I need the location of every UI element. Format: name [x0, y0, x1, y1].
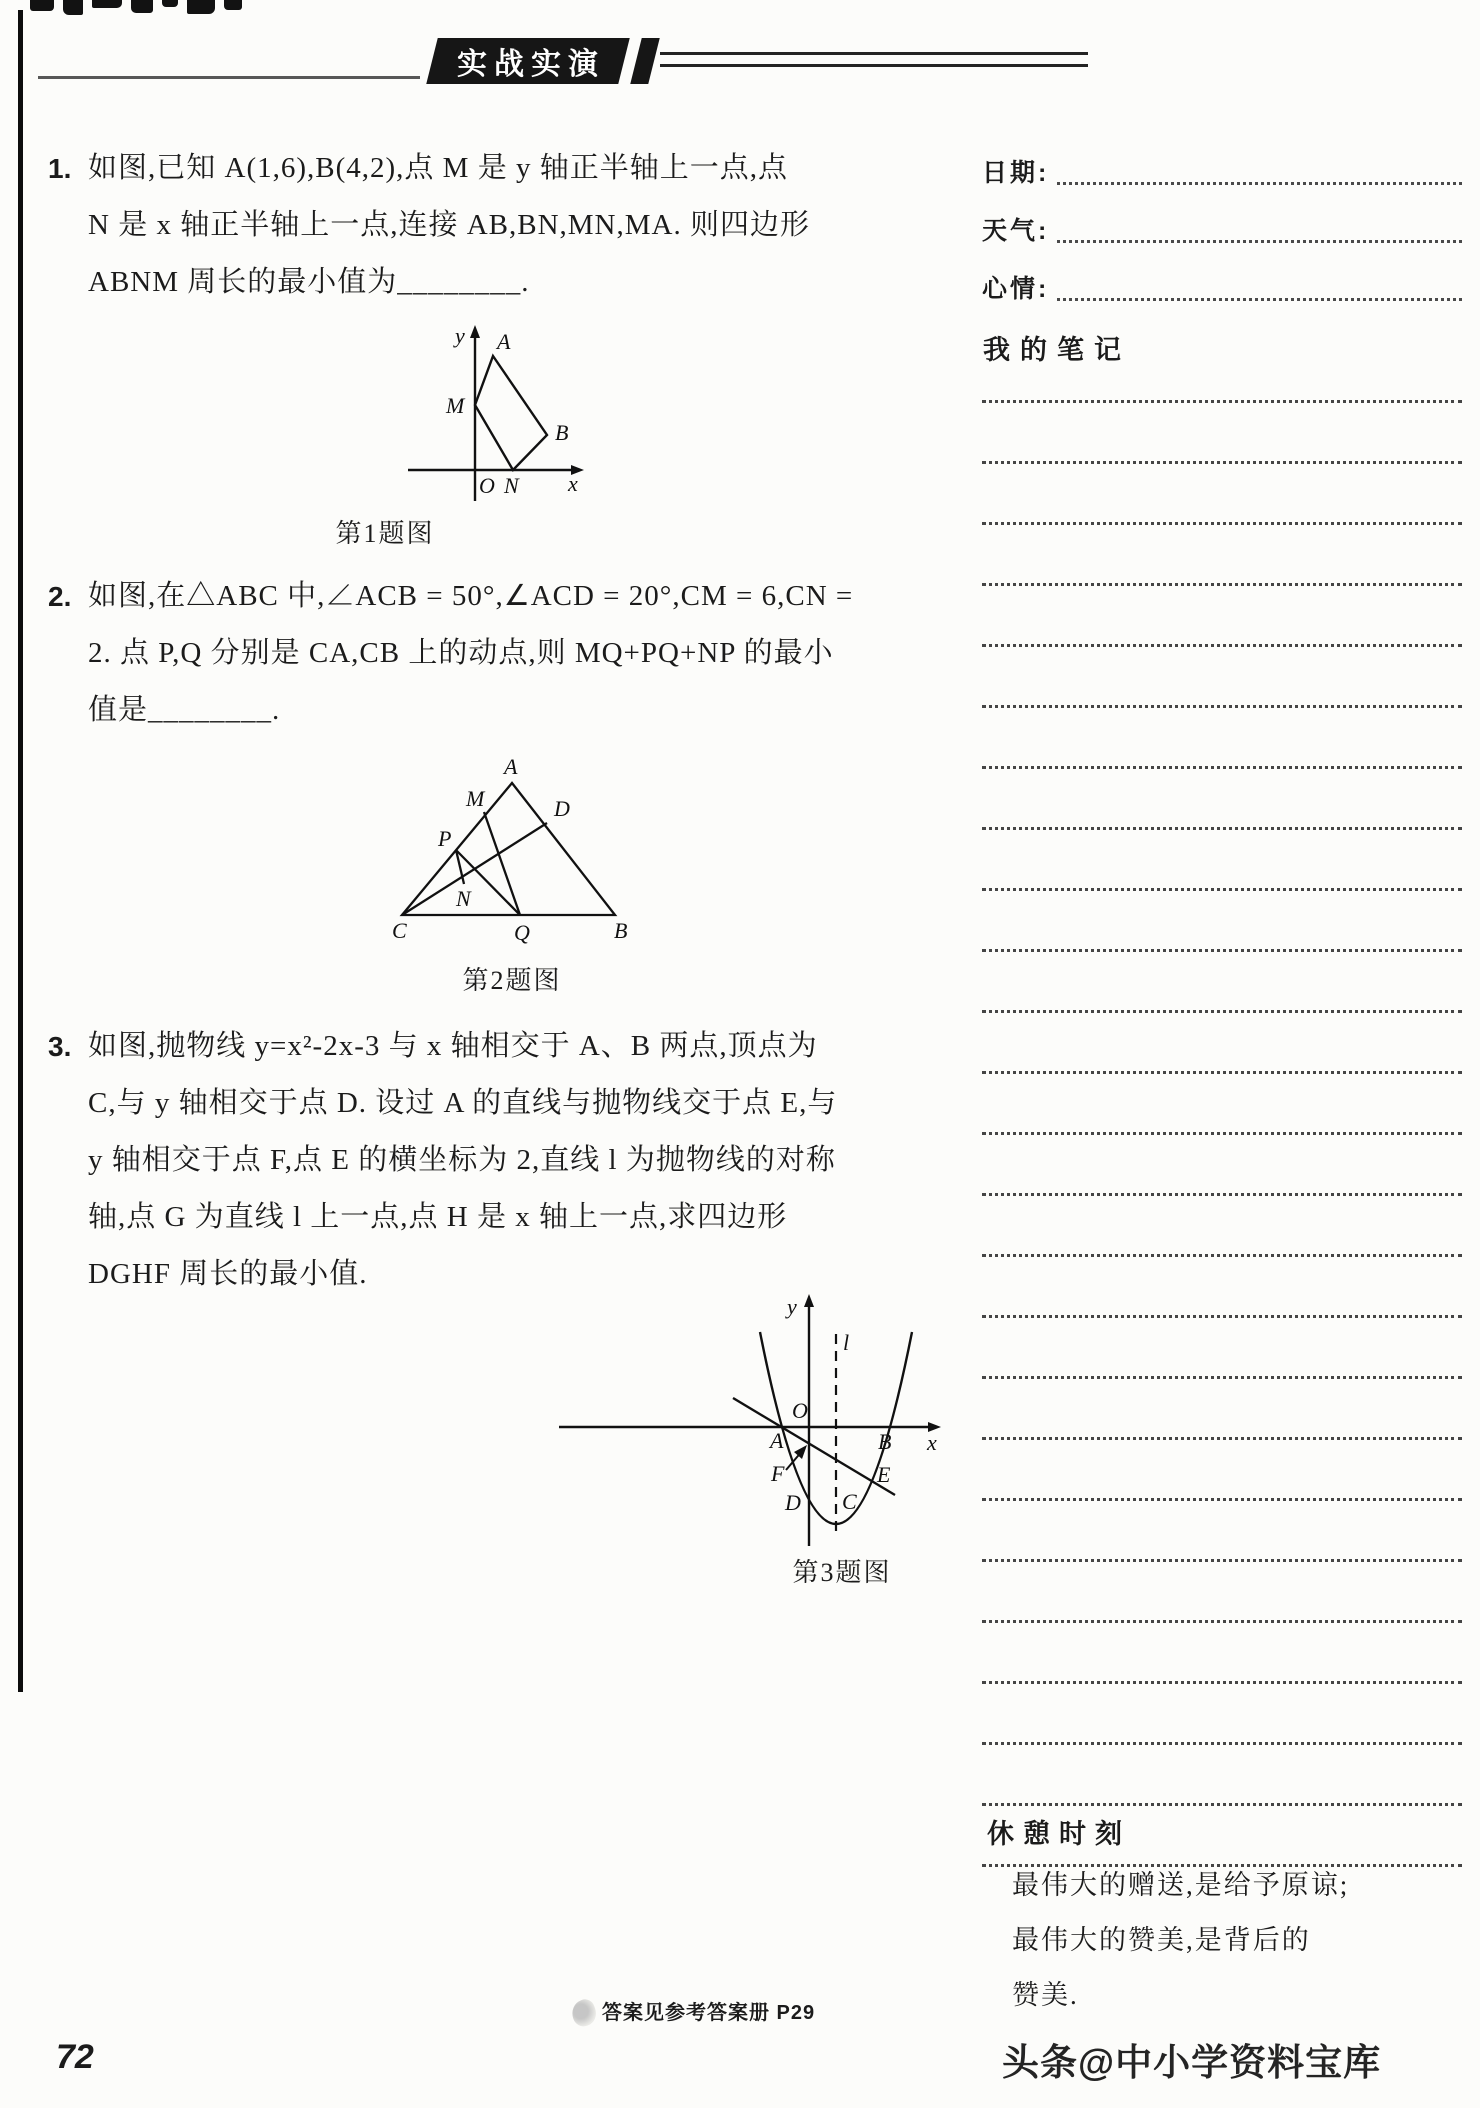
problem-1-text	[88, 140, 960, 311]
note-line	[982, 1562, 1462, 1623]
note-line	[982, 1135, 1462, 1196]
fig1-point-M-label: M	[446, 393, 465, 418]
note-line	[982, 1684, 1462, 1745]
note-line	[982, 647, 1462, 708]
note-line	[982, 1318, 1462, 1379]
fig2-point-N-label: N	[456, 886, 471, 911]
glyph-fragment	[30, 0, 54, 11]
fig3-point-B-label: B	[878, 1429, 892, 1454]
fig3-point-D-label: D	[785, 1490, 801, 1515]
problem-3-line: C,与 y 轴相交于点 D. 设过 A 的直线与抛物线交于点 E,与	[88, 1087, 838, 1119]
problem-3-text	[88, 1018, 960, 1303]
fig3-origin-label: O	[792, 1398, 808, 1423]
problem-3-number: 3.	[48, 1031, 72, 1062]
note-line	[982, 586, 1462, 647]
problem-2-line: 值是________.	[88, 694, 281, 726]
cropped-header-fragments	[30, 0, 260, 20]
notes-title: 我的笔记	[983, 335, 1131, 365]
note-line	[982, 1074, 1462, 1135]
figure-1	[400, 323, 600, 514]
fig2-point-Q-label: Q	[514, 920, 530, 945]
fig1-point-B-label: B	[555, 420, 569, 445]
problem-3	[48, 1018, 960, 1303]
fig3-point-E-label: E	[877, 1462, 891, 1487]
rest-quote-line: 最伟大的赠送,是给予原谅;	[1012, 1870, 1350, 1900]
fig2-point-C-label: C	[392, 918, 407, 943]
figure-2-drawing	[378, 758, 648, 950]
fig1-y-axis-label: y	[455, 323, 465, 348]
fig1-x-axis-label: x	[568, 471, 578, 496]
note-line	[982, 769, 1462, 830]
weather-label: 天气:	[982, 217, 1050, 245]
figure-3-caption: 第3题图	[792, 1558, 892, 1587]
weather-fill-line	[1057, 240, 1462, 243]
glyph-fragment	[224, 0, 242, 10]
glyph-fragment	[92, 0, 122, 8]
answer-reference: 答案见参考答案册 P29	[602, 2002, 816, 2024]
sidebar-date-row	[982, 148, 1462, 188]
figure-2-caption: 第2题图	[462, 966, 562, 995]
note-line	[982, 1379, 1462, 1440]
notes-lines	[982, 342, 1462, 1867]
scan-edge-line	[18, 10, 23, 1692]
note-line	[982, 708, 1462, 769]
fig3-point-C-label: C	[842, 1489, 857, 1514]
problem-1-line: 如图,已知 A(1,6),B(4,2),点 M 是 y 轴正半轴上一点,点	[88, 152, 788, 184]
glyph-fragment	[63, 0, 83, 15]
sidebar-weather-row	[982, 206, 1462, 246]
problem-2-line: 如图,在△ABC 中,∠ACB = 50°,∠ACD = 20°,CM = 6,CN =	[88, 580, 854, 612]
glyph-fragment	[162, 0, 178, 7]
rest-section-title: 休憩时刻	[987, 1819, 1131, 1849]
problem-1	[48, 140, 960, 311]
figure-1-caption: 第1题图	[335, 519, 435, 548]
glyph-fragment	[187, 0, 215, 14]
fig2-point-M-label: M	[466, 786, 485, 811]
note-line	[982, 1196, 1462, 1257]
fig3-point-A-label: A	[770, 1428, 784, 1453]
problem-3-line: y 轴相交于点 F,点 E 的横坐标为 2,直线 l 为抛物线的对称	[88, 1144, 836, 1176]
fig1-origin-label: O	[479, 473, 495, 498]
problem-1-line: N 是 x 轴正半轴上一点,连接 AB,BN,MN,MA. 则四边形	[88, 209, 810, 241]
glyph-fragment	[131, 0, 153, 13]
problem-2-line: 2. 点 P,Q 分别是 CA,CB 上的动点,则 MQ+PQ+NP 的最小	[88, 637, 834, 669]
header-rule-right-top	[660, 52, 1088, 55]
note-line	[982, 1745, 1462, 1806]
note-line	[982, 1623, 1462, 1684]
problem-3-line: DGHF 周长的最小值.	[88, 1258, 368, 1290]
rest-quote	[1012, 1858, 1452, 2023]
date-fill-line	[1057, 182, 1462, 185]
note-line	[982, 1440, 1462, 1501]
watermark-text: 头条@中小学资料宝库	[1002, 2042, 1382, 2083]
problem-1-line: ABNM 周长的最小值为________.	[88, 266, 530, 298]
fig3-y-axis-label: y	[787, 1294, 797, 1319]
date-label: 日期:	[982, 159, 1050, 187]
section-banner-tail	[630, 38, 659, 84]
problem-2-number: 2.	[48, 581, 72, 612]
problem-3-line: 轴,点 G 为直线 l 上一点,点 H 是 x 轴上一点,求四边形	[88, 1201, 788, 1233]
note-line	[982, 1257, 1462, 1318]
note-line	[982, 464, 1462, 525]
figure-3	[545, 1290, 955, 1560]
note-line	[982, 525, 1462, 586]
rest-quote-line: 最伟大的赞美,是背后的	[1012, 1925, 1311, 1955]
figure-2	[378, 758, 648, 955]
header-rule-left	[38, 76, 420, 79]
section-banner-title: 实战实演	[457, 48, 605, 81]
section-banner	[426, 38, 629, 84]
note-line	[982, 952, 1462, 1013]
print-smudge	[568, 1997, 599, 2030]
fig1-point-A-label: A	[497, 329, 511, 354]
rest-quote-line: 赞美.	[1012, 1980, 1079, 2010]
header-rule-right-bottom	[660, 64, 1088, 67]
problem-2-text	[88, 568, 960, 739]
fig2-point-A-label: A	[504, 758, 518, 779]
sidebar-mood-row	[982, 264, 1462, 304]
mood-label: 心情:	[982, 275, 1050, 303]
note-line	[982, 342, 1462, 403]
note-line	[982, 891, 1462, 952]
mood-fill-line	[1057, 298, 1462, 301]
page-number: 72	[56, 2038, 94, 2076]
note-line	[982, 1013, 1462, 1074]
fig3-x-axis-label: x	[927, 1430, 937, 1455]
problem-3-line: 如图,抛物线 y=x²-2x-3 与 x 轴相交于 A、B 两点,顶点为	[88, 1030, 818, 1062]
fig2-point-D-label: D	[554, 796, 570, 821]
figure-3-drawing	[545, 1290, 955, 1555]
fig2-point-P-label: P	[438, 826, 452, 851]
fig3-point-F-label: F	[771, 1461, 785, 1486]
fig2-point-B-label: B	[614, 918, 628, 943]
note-line	[982, 1501, 1462, 1562]
note-line	[982, 403, 1462, 464]
problem-2	[48, 568, 960, 739]
problem-1-number: 1.	[48, 153, 72, 184]
fig1-point-N-label: N	[504, 473, 519, 498]
note-line	[982, 830, 1462, 891]
fig3-line-l-label: l	[843, 1330, 850, 1355]
figure-1-drawing	[400, 323, 600, 509]
